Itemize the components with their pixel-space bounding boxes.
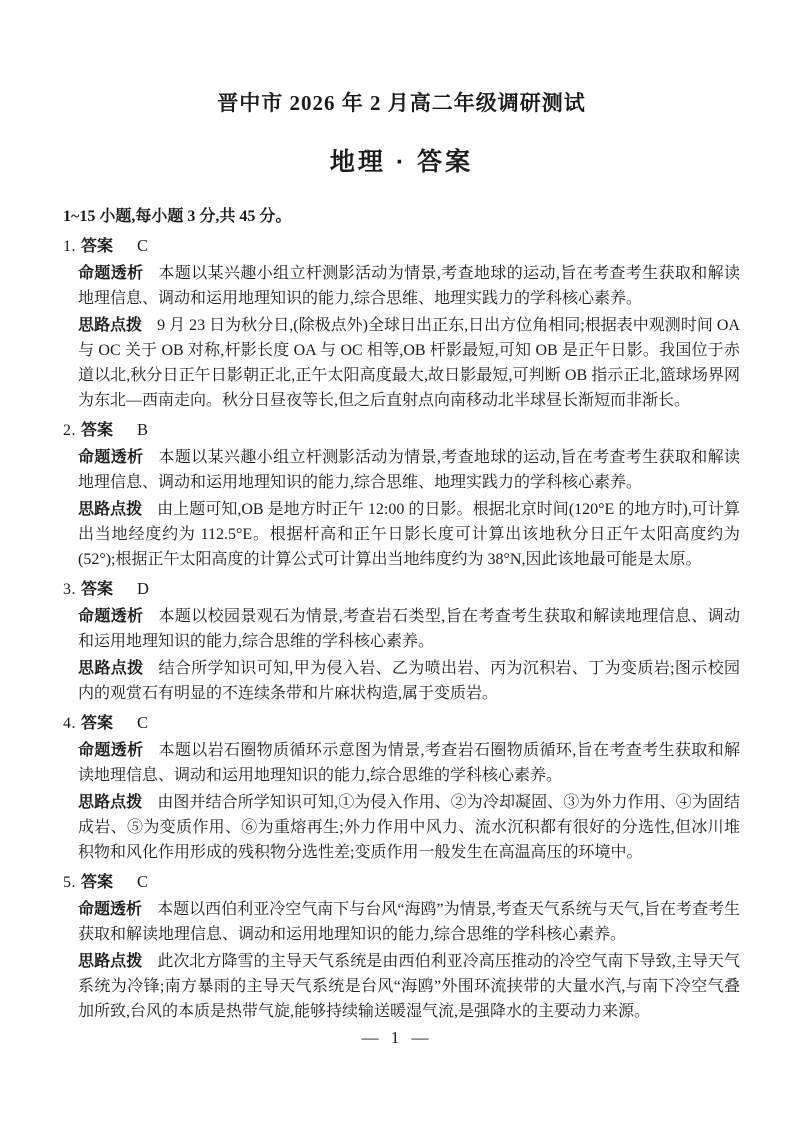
analysis-text: 本题以某兴趣小组立杆测影活动为情景,考查地球的运动,旨在考查考生获取和解读地理信息、调动和运用地理知识的能力,综合思维、地理实践力的学科核心素养。 xyxy=(78,449,740,491)
question-number: 5. xyxy=(63,874,76,891)
analysis-text: 本题以某兴趣小组立杆测影活动为情景,考查地球的运动,旨在考查考生获取和解读地理信息、调动和运用地理知识的能力,综合思维、地理实践力的学科核心素养。 xyxy=(78,265,740,307)
document-body xyxy=(63,204,740,1024)
answer-label: 答案 xyxy=(81,581,114,598)
hint-label: 思路点拨 xyxy=(78,953,143,970)
analysis-paragraph xyxy=(63,738,740,788)
question-number: 1. xyxy=(63,238,76,255)
answer-value: B xyxy=(137,420,149,439)
analysis-paragraph xyxy=(63,604,740,654)
page-title: 晋中市 2026 年 2 月高二年级调研测试 xyxy=(217,91,586,115)
page-subtitle: 地理 · 答案 xyxy=(329,148,474,176)
hint-paragraph xyxy=(63,497,740,572)
question-block xyxy=(63,576,740,706)
analysis-label: 命题透析 xyxy=(78,742,144,759)
hint-paragraph xyxy=(63,790,740,865)
answer-label: 答案 xyxy=(81,422,114,439)
analysis-paragraph xyxy=(63,897,740,947)
page-number: — 1 — xyxy=(361,1028,433,1047)
question-block xyxy=(63,710,740,865)
hint-label: 思路点拨 xyxy=(78,317,143,334)
question-block xyxy=(63,417,740,572)
answer-value: C xyxy=(137,236,149,255)
hint-paragraph xyxy=(63,313,740,413)
question-number: 3. xyxy=(63,581,76,598)
hint-paragraph xyxy=(63,656,740,706)
analysis-label: 命题透析 xyxy=(78,608,144,625)
questions-list xyxy=(63,233,740,1024)
scoring-note: 1~15 小题,每小题 3 分,共 45 分。 xyxy=(63,208,292,225)
hint-label: 思路点拨 xyxy=(78,660,144,677)
analysis-label: 命题透析 xyxy=(78,265,144,282)
hint-text: 结合所学知识可知,甲为侵入岩、乙为喷出岩、丙为沉积岩、丁为变质岩;图示校园内的观赏石有明显的不连续条带和片麻状构造,属于变质岩。 xyxy=(78,660,740,702)
hint-label: 思路点拨 xyxy=(78,794,143,811)
answer-label: 答案 xyxy=(81,238,114,255)
analysis-label: 命题透析 xyxy=(78,901,143,918)
answer-line xyxy=(63,576,740,602)
analysis-text: 本题以岩石圈物质循环示意图为情景,考查岩石圈物质循环,旨在考查考生获取和解读地理信息、调动和运用地理知识的能力,综合思维的学科核心素养。 xyxy=(78,742,740,784)
analysis-label: 命题透析 xyxy=(78,449,144,466)
analysis-paragraph xyxy=(63,261,740,311)
answer-value: C xyxy=(137,872,149,891)
answer-value: D xyxy=(137,579,149,598)
hint-text: 由图并结合所学知识可知,①为侵入作用、②为冷却凝固、③为外力作用、④为固结成岩、⑤为变质作用、⑥为重熔再生;外力作用中风力、流水沉积都有很好的分选性,但冰川堆积物和风化作用形成的残积物分选性差;变质作用一般发生在高温高压的环境中。 xyxy=(78,794,740,861)
question-number: 2. xyxy=(63,422,76,439)
answer-label: 答案 xyxy=(81,874,114,891)
answer-line xyxy=(63,869,740,895)
analysis-paragraph xyxy=(63,445,740,495)
hint-text: 此次北方降雪的主导天气系统是由西伯利亚冷高压推动的冷空气南下导致,主导天气系统为冷锋;南方暴雨的主导天气系统是台风“海鸥”外围环流挟带的大量水汽,与南下冷空气叠加所致,台风的本质是热带气旋,能够持续输送暖湿气流,是强降水的主要动力来源。 xyxy=(78,953,740,1020)
hint-text: 由上题可知,OB 是地方时正午 12:00 的日影。根据北京时间(120°E 的地方时),可计算出当地经度约为 112.5°E。根据杆高和正午日影长度可计算出该地秋分日正午太阳高度约为(52°);根据正午太阳高度的计算公式可计算出当地纬度约为 38°N,因此该地最可能是太原。 xyxy=(78,501,740,568)
hint-text: 9 月 23 日为秋分日,(除极点外)全球日出正东,日出方位角相同;根据表中观测时间 OA 与 OC 关于 OB 对称,杆影长度 OA 与 OC 相等,OB 杆影最短,可知 OB 是正午日影。我国位于赤道以北,秋分日正午日影朝正北,正午太阳高度最大,故日影最短,可判断 OB 指示正北,篮球场界网为东北—西南走向。秋分日昼夜等长,但之后直射点向南移动北半球昼长渐短而非渐长。 xyxy=(78,317,740,409)
hint-label: 思路点拨 xyxy=(78,501,143,518)
question-block xyxy=(63,233,740,413)
answer-value: C xyxy=(137,713,149,732)
answer-label: 答案 xyxy=(81,715,114,732)
answer-line xyxy=(63,233,740,259)
analysis-text: 本题以校园景观石为情景,考查岩石类型,旨在考查考生获取和解读地理信息、调动和运用地理知识的能力,综合思维的学科核心素养。 xyxy=(78,608,740,650)
question-block xyxy=(63,869,740,1024)
answer-line xyxy=(63,710,740,736)
analysis-text: 本题以西伯利亚冷空气南下与台风“海鸥”为情景,考查天气系统与天气,旨在考查考生获取和解读地理信息、调动和运用地理知识的能力,综合思维的学科核心素养。 xyxy=(78,901,740,943)
question-number: 4. xyxy=(63,715,76,732)
answer-line xyxy=(63,417,740,443)
hint-paragraph xyxy=(63,949,740,1024)
